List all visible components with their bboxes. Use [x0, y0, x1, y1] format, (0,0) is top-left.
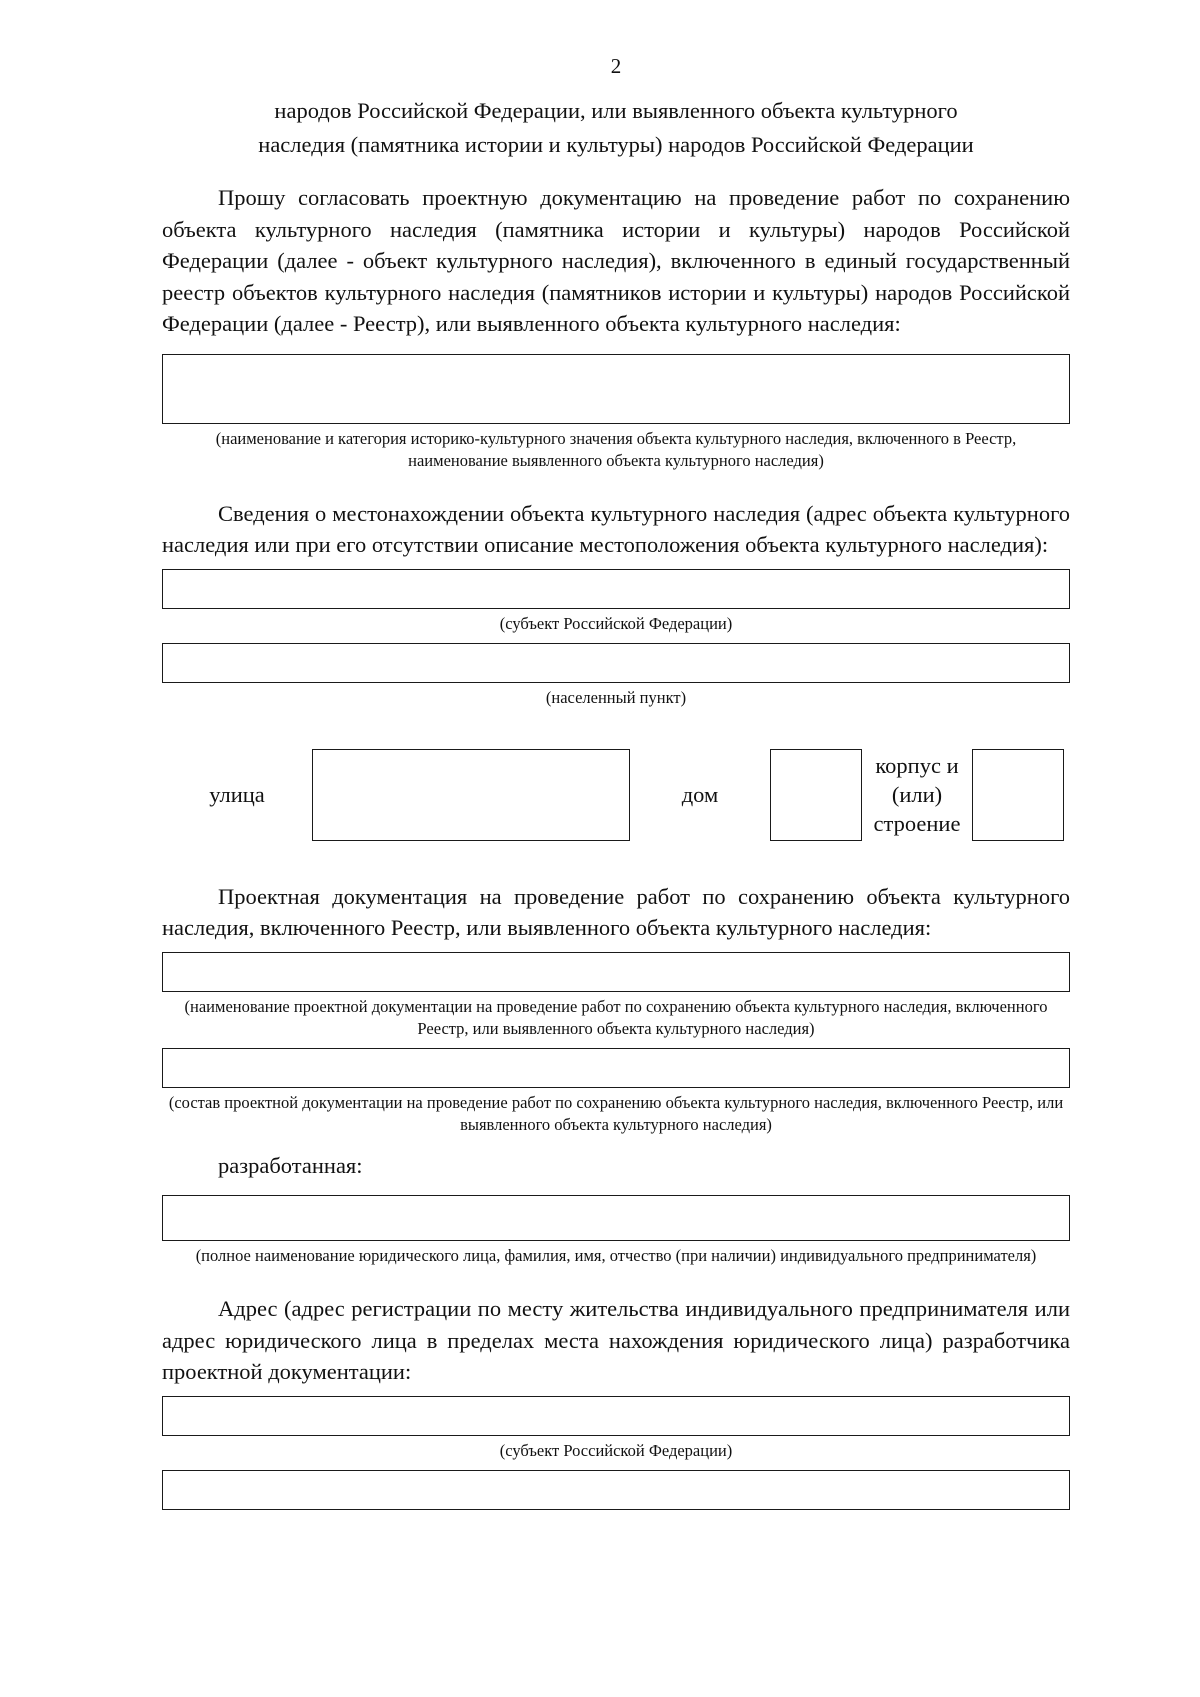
location-settlement-input[interactable] — [162, 643, 1070, 683]
building-label-line-2: (или) — [891, 782, 943, 807]
developer-subject-input[interactable] — [162, 1396, 1070, 1436]
heading-line-2: наследия (памятника истории и культуры) народов Российской Федерации — [258, 132, 974, 157]
street-label: улица — [209, 782, 265, 807]
building-label-line-1: корпус и — [875, 753, 959, 778]
project-doc-name-input[interactable] — [162, 952, 1070, 992]
developer-caption: (полное наименование юридического лица, фамилия, имя, отчество (при наличии) индивидуального предпринимателя) — [195, 1246, 1037, 1265]
object-name-input[interactable] — [162, 354, 1070, 424]
project-doc-paragraph: Проектная документация на проведение работ по сохранению объекта культурного наследия, включенного Реестр, или выявленного объекта культурного наследия: — [162, 883, 1070, 940]
developer-subject-caption: (субъект Российской Федерации) — [499, 1440, 733, 1460]
developer-name-input[interactable] — [162, 1195, 1070, 1241]
building-label-line-3: строение — [873, 811, 961, 836]
developer-settlement-input[interactable] — [162, 1470, 1070, 1510]
heading-line-1: народов Российской Федерации, или выявленного объекта культурного — [274, 98, 958, 123]
project-doc-name-caption: (наименование проектной документации на проведение работ по сохранению объекта культурного наследия, включенного Реестр, или выявленного объекта культурного наследия) — [184, 996, 1048, 1038]
developed-by-label: разработанная: — [218, 1152, 363, 1178]
location-subject-input[interactable] — [162, 569, 1070, 609]
page-number: 2 — [610, 54, 622, 78]
page-heading — [162, 94, 1070, 162]
location-subject-caption: (субъект Российской Федерации) — [499, 613, 733, 633]
building-input[interactable] — [972, 749, 1064, 841]
location-paragraph: Сведения о местонахождении объекта культурного наследия (адрес объекта культурного наследия или при его отсутствии описание местоположения объекта культурного наследия): — [162, 500, 1070, 557]
developer-address-paragraph: Адрес (адрес регистрации по месту жительства индивидуального предпринимателя или адрес юридического лица в пределах места нахождения юридического лица) разработчика проектной документации: — [162, 1296, 1070, 1384]
house-input[interactable] — [770, 749, 862, 841]
project-doc-composition-input[interactable] — [162, 1048, 1070, 1088]
project-doc-composition-caption: (состав проектной документации на проведение работ по сохранению объекта культурного наследия, включенного Реестр, или выявленного объекта культурного наследия) — [168, 1092, 1064, 1134]
location-settlement-caption: (населенный пункт) — [545, 687, 687, 707]
object-name-caption: (наименование и категория историко-культурного значения объекта культурного наследия, включенного в Реестр, наименование выявленного объекта культурного наследия) — [215, 428, 1017, 470]
house-label: дом — [681, 782, 719, 807]
address-row — [162, 749, 1070, 841]
street-input[interactable] — [312, 749, 630, 841]
request-paragraph: Прошу согласовать проектную документацию на проведение работ по сохранению объекта культурного наследия (памятника истории и культуры) народов Российской Федерации (далее - объект культурного наследия), включенного в единый государственный реестр объектов культурного наследия (памятников истории и культуры) народов Российской Федерации (далее - Реестр), или выявленного объекта культурного наследия: — [162, 185, 1070, 336]
building-label — [862, 751, 972, 838]
